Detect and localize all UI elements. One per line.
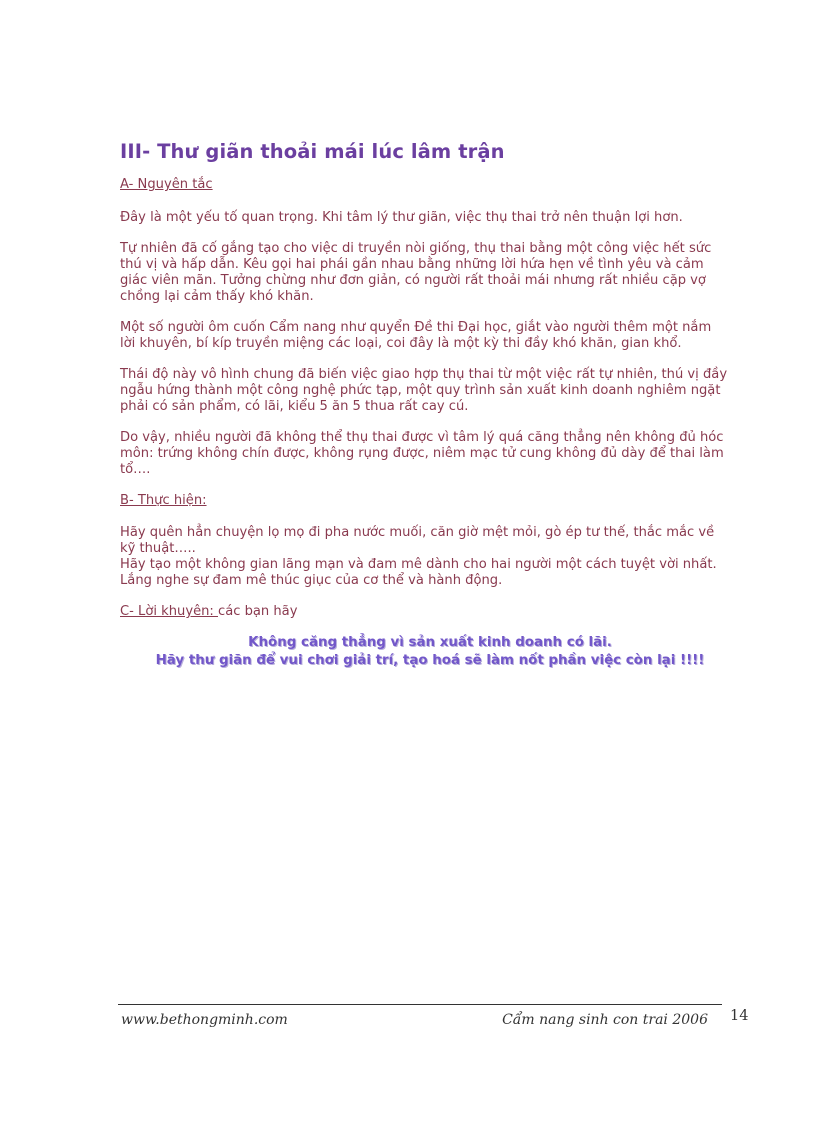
paragraph-nature: Tự nhiên đã cố gắng tạo cho việc di truyền nòi giống, thụ thai bằng một công việc hết sức thú vị và hấp dẫn. Kêu gọi hai phái gần nhau bằng những lời hứa hẹn về tình yêu và cảm giác viên mãn. Tưởng chừng như đơn giản, có người rất thoải mái nhưng rất nhiều cặp vợ chồng lại cảm thấy khó khăn. <box>120 241 712 304</box>
implementation-line-3: Lắng nghe sự đam mê thúc giục của cơ thể và hành động. <box>120 573 503 588</box>
paragraph-consequence: Do vậy, nhiều người đã không thể thụ thai được vì tâm lý quá căng thẳng nên không đủ hóc môn: trứng không chín được, không rụng được, niêm mạc tử cung không đủ dày để thai làm tổ…. <box>120 430 724 477</box>
paragraph-intro: Đây là một yếu tố quan trọng. Khi tâm lý thư giãn, việc thụ thai trở nên thuận lợi hơn. <box>120 210 683 225</box>
highlight-line-1: Không căng thẳng vì sản xuất kinh doanh có lãi. <box>248 635 612 650</box>
paragraph-exam: Một số người ôm cuốn Cẩm nang như quyển Đề thi Đại học, giắt vào người thêm một nắm lời khuyên, bí kíp truyền miệng các loại, coi đây là một kỳ thi đầy khó khăn, gian khổ. <box>120 320 712 351</box>
subheading-principles: A- Nguyên tắc <box>120 177 213 192</box>
advice-text: các bạn hãy <box>218 604 298 619</box>
subheading-implementation: B- Thực hiện: <box>120 493 207 508</box>
subheading-advice: C- Lời khuyên: <box>120 604 218 619</box>
page-number: 14 <box>730 1008 749 1024</box>
footer-divider <box>118 1004 722 1005</box>
implementation-line-1: Hãy quên hẳn chuyện lọ mọ đi pha nước muối, căn giờ mệt mỏi, gò ép tư thế, thắc mắc về kỹ thuật….. <box>120 525 715 556</box>
footer-website: www.bethongminh.com <box>121 1012 288 1028</box>
highlight-line-2: Hãy thư giãn để vui chơi giải trí, tạo hoá sẽ làm nốt phần việc còn lại !!!! <box>155 653 705 668</box>
advice-line <box>120 604 730 620</box>
implementation-line-2: Hãy tạo một không gian lãng mạn và đam mê dành cho hai người một cách tuyệt vời nhất. <box>120 557 717 572</box>
footer-book-title: Cẩm nang sinh con trai 2006 <box>502 1012 708 1028</box>
section-title: III- Thư giãn thoải mái lúc lâm trận <box>120 140 505 163</box>
paragraph-attitude: Thái độ này vô hình chung đã biến việc giao hợp thụ thai từ một việc rất tự nhiên, thú vị đầy ngẫu hứng thành một công nghệ phức tạp, một quy trình sản xuất kinh doanh nghiêm ngặt phải có sản phẩm, có lãi, kiểu 5 ăn 5 thua rất cay cú. <box>120 367 728 414</box>
